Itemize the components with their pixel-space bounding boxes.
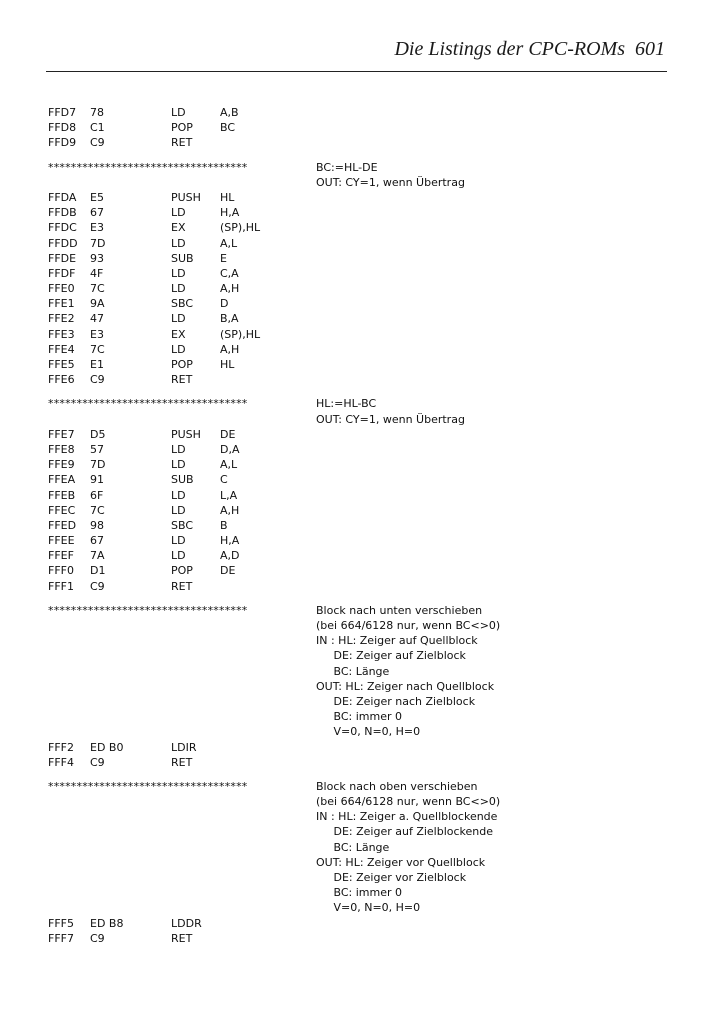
comment-line [48, 885, 688, 900]
comment-line [48, 724, 688, 739]
opcode-bytes: 98 [90, 518, 104, 532]
address: FFEF [48, 549, 74, 563]
routine-comment: HL:=HL-BC [316, 397, 377, 411]
opcode-bytes: E5 [90, 190, 104, 204]
code-line [48, 105, 688, 120]
comment-line [48, 855, 688, 870]
operand: B [220, 518, 228, 532]
address: FFD9 [48, 136, 77, 150]
routine-comment: Block nach oben verschieben [316, 779, 478, 793]
routine-comment: V=0, N=0, H=0 [316, 901, 421, 915]
mnemonic: SBC [171, 297, 194, 311]
operand: DE [220, 427, 236, 441]
code-line [48, 503, 688, 518]
mnemonic: POP [171, 121, 193, 135]
code-line [48, 931, 688, 946]
operand: A,H [220, 342, 240, 356]
code-line [48, 472, 688, 487]
comment-line [48, 633, 688, 648]
code-line [48, 205, 688, 220]
opcode-bytes: 67 [90, 534, 104, 548]
opcode-bytes: D1 [90, 564, 106, 578]
blank-spacer [48, 387, 688, 396]
address: FFE6 [48, 373, 75, 387]
mnemonic: LD [171, 266, 186, 280]
opcode-bytes: 67 [90, 206, 104, 220]
address: FFE0 [48, 282, 75, 296]
opcode-bytes: C9 [90, 931, 105, 945]
separator-line [48, 160, 688, 175]
opcode-bytes: ED B8 [90, 916, 124, 930]
mnemonic: POP [171, 564, 193, 578]
operand: C [220, 473, 228, 487]
mnemonic: RET [171, 136, 193, 150]
code-line [48, 518, 688, 533]
code-line [48, 281, 688, 296]
comment-line [48, 648, 688, 663]
opcode-bytes: 7C [90, 503, 105, 517]
opcode-bytes: C1 [90, 121, 105, 135]
operand: H,A [220, 206, 240, 220]
comment-line [48, 679, 688, 694]
operand: BC [220, 121, 236, 135]
routine-comment: DE: Zeiger nach Zielblock [316, 694, 476, 708]
mnemonic: EX [171, 221, 186, 235]
opcode-bytes: E3 [90, 327, 104, 341]
mnemonic: LD [171, 534, 186, 548]
mnemonic: RET [171, 579, 193, 593]
routine-comment: V=0, N=0, H=0 [316, 725, 421, 739]
routine-comment: OUT: HL: Zeiger vor Quellblock [316, 855, 486, 869]
mnemonic: EX [171, 327, 186, 341]
operand: E [220, 251, 227, 265]
address: FFDD [48, 236, 78, 250]
address: FFDE [48, 251, 77, 265]
address: FFE8 [48, 442, 75, 456]
opcode-bytes: ED B0 [90, 740, 124, 754]
opcode-bytes: 78 [90, 106, 104, 119]
code-line [48, 427, 688, 442]
routine-comment: (bei 664/6128 nur, wenn BC<>0) [316, 619, 501, 632]
address: FFF0 [48, 564, 74, 578]
operand: (SP),HL [220, 221, 261, 235]
operand: (SP),HL [220, 327, 261, 341]
code-line [48, 488, 688, 503]
page-number: 601 [635, 38, 665, 60]
operand: A,L [220, 236, 238, 250]
opcode-bytes: 4F [90, 266, 104, 280]
address: FFF7 [48, 931, 74, 945]
code-line [48, 563, 688, 578]
blank-spacer [48, 770, 688, 779]
comment-line [48, 794, 688, 809]
routine-comment: BC: Länge [316, 840, 390, 854]
opcode-bytes: 7C [90, 342, 105, 356]
routine-comment: BC: immer 0 [316, 710, 402, 724]
mnemonic: RET [171, 931, 193, 945]
opcode-bytes: 93 [90, 251, 104, 265]
code-line [48, 579, 688, 594]
routine-comment: BC: immer 0 [316, 886, 402, 900]
routine-comment: OUT: HL: Zeiger nach Quellblock [316, 679, 495, 693]
separator-line [48, 396, 688, 411]
routine-comment: (bei 664/6128 nur, wenn BC<>0) [316, 795, 501, 809]
code-line [48, 372, 688, 387]
mnemonic: LDIR [171, 740, 197, 754]
code-line [48, 120, 688, 135]
routine-comment: IN : HL: Zeiger a. Quellblockende [316, 810, 498, 824]
comment-line [48, 824, 688, 839]
opcode-bytes: C9 [90, 136, 105, 150]
asterisk-separator: *********************************** [48, 160, 248, 174]
operand: C,A [220, 266, 239, 280]
blank-spacer [48, 594, 688, 603]
routine-comment: OUT: CY=1, wenn Übertrag [316, 412, 465, 426]
opcode-bytes: 7D [90, 458, 106, 472]
comment-line [48, 900, 688, 915]
comment-line [48, 870, 688, 885]
comment-line [48, 664, 688, 679]
operand: A,L [220, 458, 238, 472]
blank-spacer [48, 151, 688, 160]
operand: A,H [220, 282, 240, 296]
code-line [48, 357, 688, 372]
mnemonic: LD [171, 236, 186, 250]
address: FFF4 [48, 755, 74, 769]
address: FFE2 [48, 312, 75, 326]
comment-line [48, 840, 688, 855]
address: FFE9 [48, 458, 75, 472]
code-line [48, 135, 688, 150]
opcode-bytes: 9A [90, 297, 105, 311]
operand: HL [220, 358, 235, 371]
asterisk-separator: *********************************** [48, 779, 248, 793]
comment-line [48, 175, 688, 190]
code-line [48, 533, 688, 548]
code-line [48, 342, 688, 357]
opcode-bytes: 47 [90, 312, 104, 326]
operand: D [220, 297, 229, 311]
mnemonic: PUSH [171, 427, 201, 441]
address: FFE5 [48, 358, 75, 371]
routine-comment: DE: Zeiger auf Zielblock [316, 649, 466, 663]
opcode-bytes: D5 [90, 427, 106, 441]
header-title: Die Listings der CPC-ROMs [394, 38, 625, 60]
operand: A,H [220, 503, 240, 517]
address: FFEA [48, 473, 76, 487]
mnemonic: LD [171, 488, 186, 502]
running-header [394, 38, 665, 61]
code-line [48, 311, 688, 326]
mnemonic: LDDR [171, 916, 202, 930]
mnemonic: LD [171, 503, 186, 517]
comment-line [48, 694, 688, 709]
comment-line [48, 618, 688, 633]
address: FFF2 [48, 740, 74, 754]
code-line [48, 755, 688, 770]
code-line [48, 220, 688, 235]
opcode-bytes: C9 [90, 755, 105, 769]
opcode-bytes: E1 [90, 358, 104, 371]
code-line [48, 190, 688, 205]
asterisk-separator: *********************************** [48, 603, 248, 617]
code-line [48, 296, 688, 311]
code-line [48, 442, 688, 457]
address: FFE1 [48, 297, 75, 311]
separator-line [48, 603, 688, 618]
code-line [48, 457, 688, 472]
operand: D,A [220, 442, 240, 456]
operand: B,A [220, 312, 239, 326]
opcode-bytes: 6F [90, 488, 104, 502]
address: FFDB [48, 206, 77, 220]
mnemonic: POP [171, 358, 193, 371]
code-line [48, 327, 688, 342]
address: FFE7 [48, 427, 75, 441]
opcode-bytes: 91 [90, 473, 104, 487]
routine-comment: OUT: CY=1, wenn Übertrag [316, 175, 465, 189]
mnemonic: LD [171, 442, 186, 456]
address: FFEE [48, 534, 75, 548]
address: FFD7 [48, 106, 77, 119]
opcode-bytes: C9 [90, 579, 105, 593]
routine-comment: IN : HL: Zeiger auf Quellblock [316, 634, 478, 648]
code-line [48, 548, 688, 563]
opcode-bytes: 57 [90, 442, 104, 456]
mnemonic: SUB [171, 251, 194, 265]
opcode-bytes: C9 [90, 373, 105, 387]
mnemonic: LD [171, 206, 186, 220]
address: FFEB [48, 488, 76, 502]
header-rule [46, 71, 667, 72]
mnemonic: LD [171, 312, 186, 326]
mnemonic: SUB [171, 473, 194, 487]
mnemonic: LD [171, 458, 186, 472]
opcode-bytes: E3 [90, 221, 104, 235]
mnemonic: LD [171, 282, 186, 296]
opcode-bytes: 7D [90, 236, 106, 250]
address: FFDC [48, 221, 77, 235]
mnemonic: RET [171, 373, 193, 387]
routine-comment: DE: Zeiger auf Zielblockende [316, 825, 494, 839]
routine-comment: Block nach unten verschieben [316, 603, 483, 617]
operand: H,A [220, 534, 240, 548]
address: FFDA [48, 190, 77, 204]
mnemonic: LD [171, 342, 186, 356]
comment-line [48, 809, 688, 824]
comment-line [48, 412, 688, 427]
separator-line [48, 779, 688, 794]
comment-line [48, 709, 688, 724]
operand: A,B [220, 106, 239, 119]
address: FFF5 [48, 916, 74, 930]
address: FFD8 [48, 121, 77, 135]
code-line [48, 916, 688, 931]
address: FFE4 [48, 342, 75, 356]
routine-comment: BC:=HL-DE [316, 160, 378, 174]
asterisk-separator: *********************************** [48, 397, 248, 411]
code-line [48, 251, 688, 266]
opcode-bytes: 7C [90, 282, 105, 296]
operand: HL [220, 190, 235, 204]
address: FFDF [48, 266, 76, 280]
routine-comment: BC: Länge [316, 664, 390, 678]
code-line [48, 740, 688, 755]
address: FFEC [48, 503, 76, 517]
code-line [48, 236, 688, 251]
address: FFED [48, 518, 77, 532]
opcode-bytes: 7A [90, 549, 105, 563]
mnemonic: RET [171, 755, 193, 769]
address: FFE3 [48, 327, 75, 341]
operand: DE [220, 564, 236, 578]
mnemonic: LD [171, 549, 186, 563]
code-line [48, 266, 688, 281]
mnemonic: PUSH [171, 190, 201, 204]
mnemonic: LD [171, 106, 186, 119]
address: FFF1 [48, 579, 74, 593]
operand: A,D [220, 549, 240, 563]
routine-comment: DE: Zeiger vor Zielblock [316, 871, 467, 884]
assembly-listing [48, 105, 688, 946]
operand: L,A [220, 488, 238, 502]
mnemonic: SBC [171, 518, 194, 532]
